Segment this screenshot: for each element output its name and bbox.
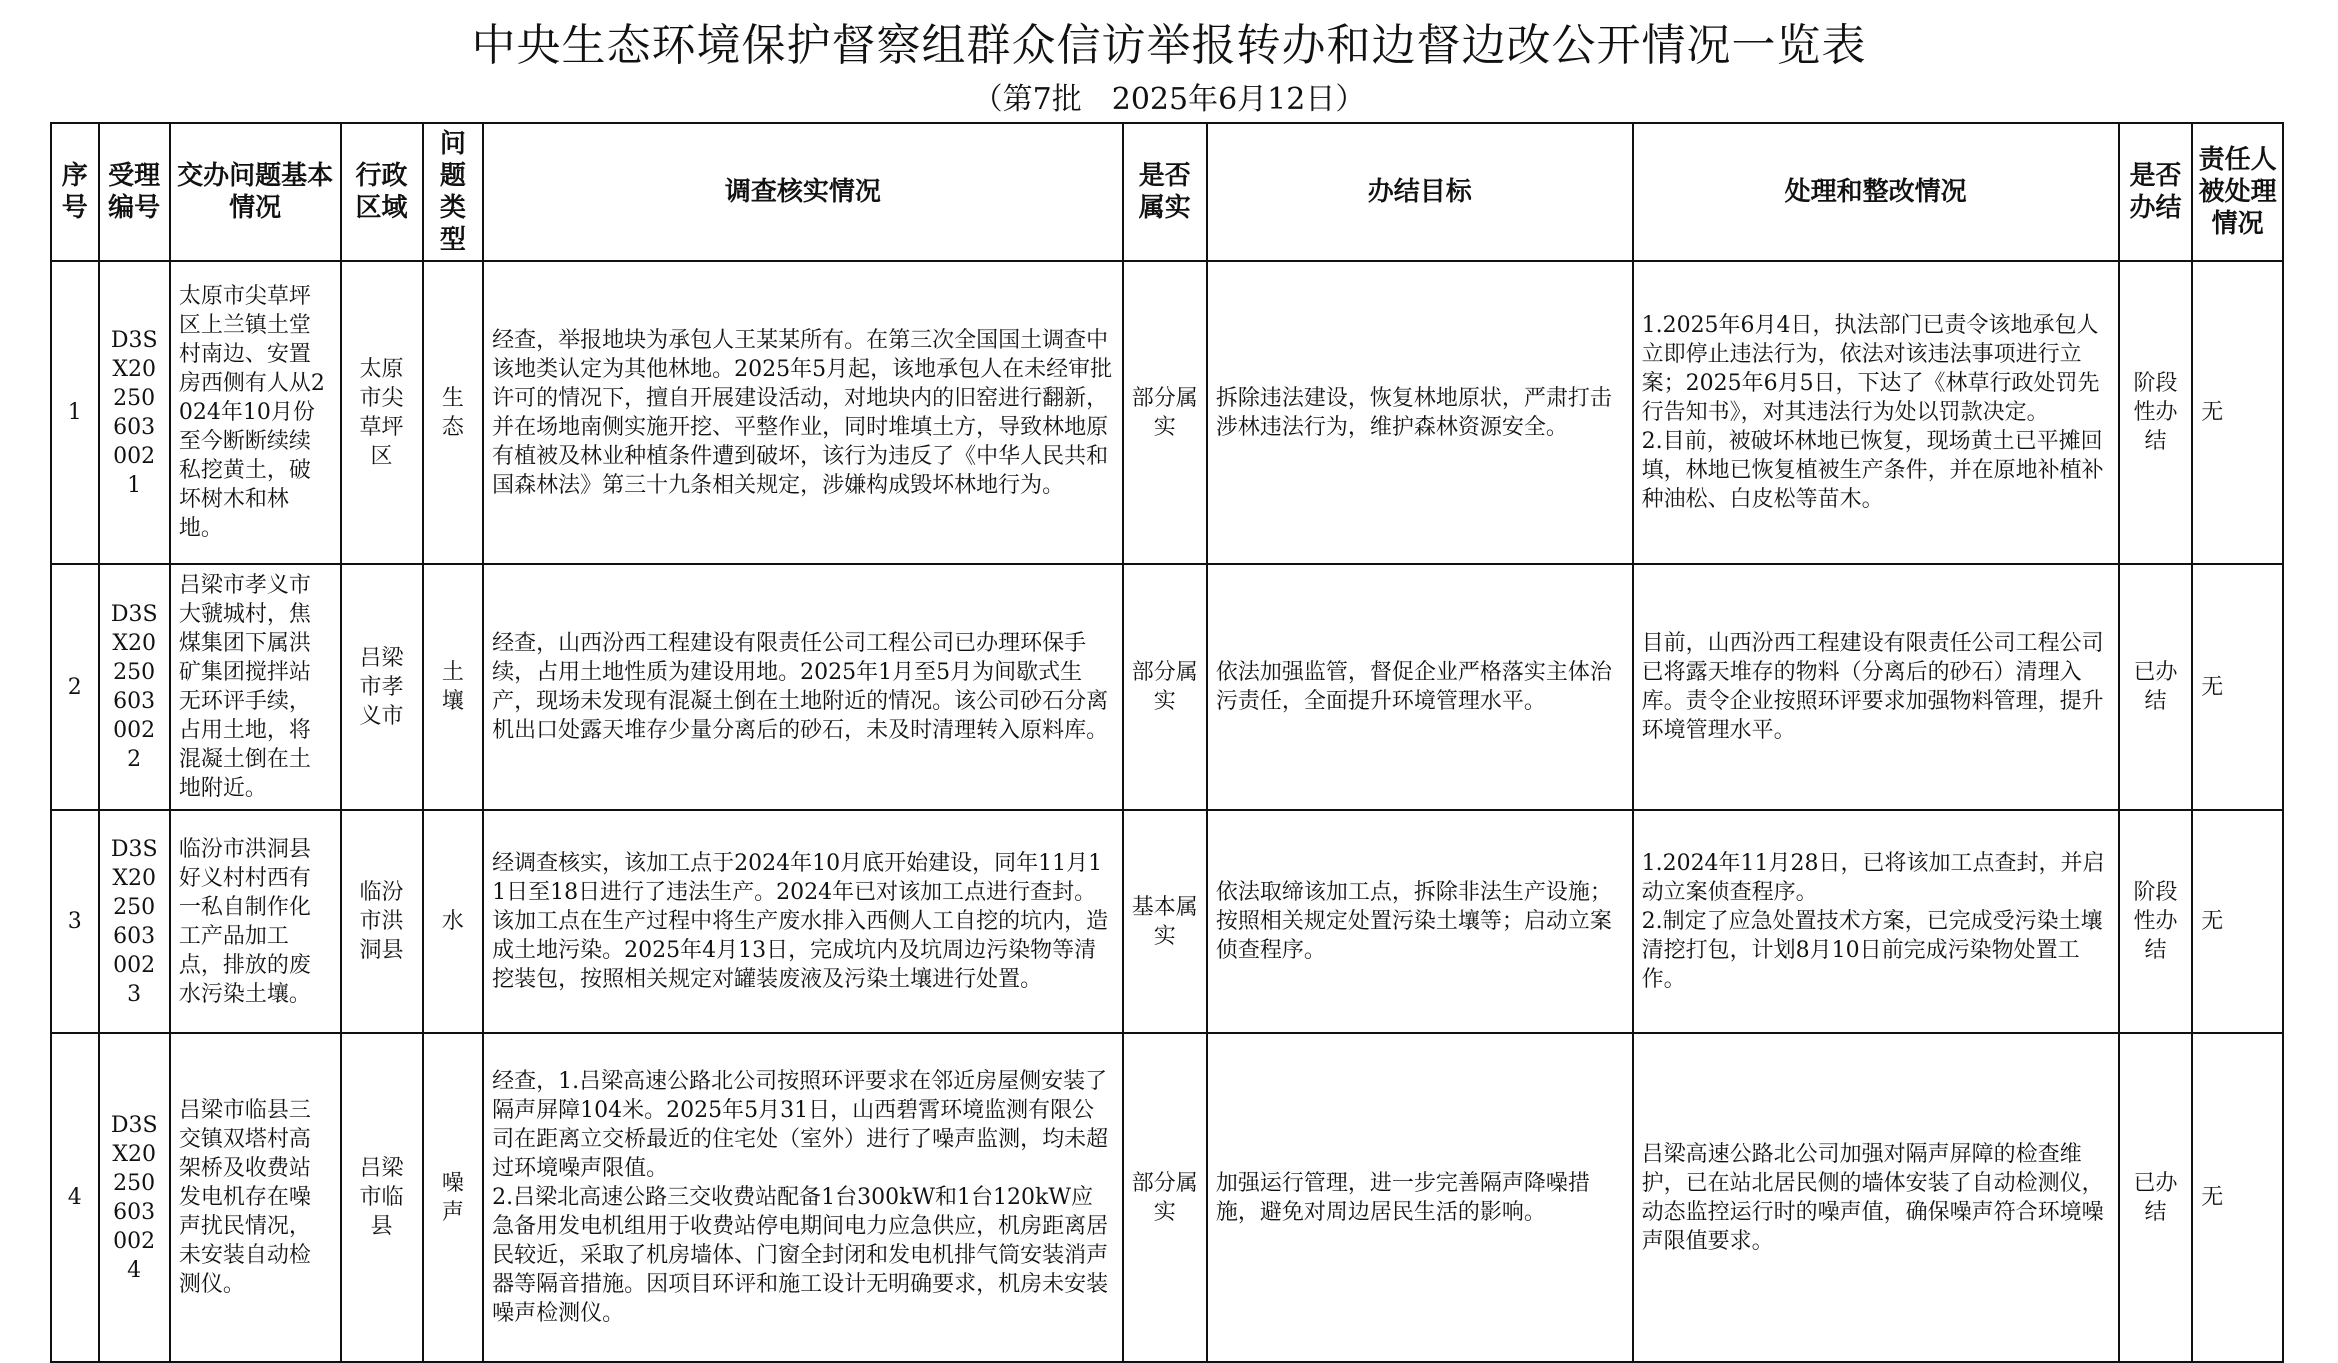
cell-valid: 基本属实 <box>1123 810 1207 1033</box>
header-handling: 处理和整改情况 <box>1633 123 2119 261</box>
handling-item: 目前，山西汾西工程建设有限责任公司工程公司已将露天堆存的物料（分离后的砂石）清理入库。责令企业按照环评要求加强物料管理，提升环境管理水平。 <box>1641 631 2104 743</box>
cell-type: 土壤 <box>423 564 483 810</box>
cell-handling <box>1633 1033 2119 1362</box>
table-row <box>51 810 2283 1033</box>
header-code: 受理编号 <box>99 123 170 261</box>
header-type: 问题类型 <box>423 123 483 261</box>
cell-done: 已办结 <box>2119 1033 2192 1362</box>
cell-investigation: 经查，山西汾西工程建设有限责任公司工程公司已办理环保手续，占用土地性质为建设用地。2025年1月至5月为间歇式生产，现场未发现有混凝土倒在土地附近的情况。该公司砂石分离机出口处露天堆存少量分离后的砂石，未及时清理转入原料库。 <box>483 564 1123 810</box>
cell-problem: 吕梁市孝义市大虢城村，焦煤集团下属洪矿集团搅拌站无环评手续，占用土地，将混凝土倒在土地附近。 <box>170 564 341 810</box>
cell-seq: 2 <box>51 564 99 810</box>
cell-done: 阶段性办结 <box>2119 261 2192 564</box>
cell-investigation: 经查，举报地块为承包人王某某所有。在第三次全国国土调查中该地类认定为其他林地。2025年5月起，该地承包人在未经审批许可的情况下，擅自开展建设活动，对地块内的旧窑进行翻新，并在场地南侧实施开挖、平整作业，同时堆填土方，导致林地原有植被及林业种植条件遭到破坏，该行为违反了《中华人民共和国森林法》第三十九条相关规定，涉嫌构成毁坏林地行为。 <box>483 261 1123 564</box>
header-problem: 交办问题基本情况 <box>170 123 341 261</box>
cell-code: D3SX202506030021 <box>99 261 170 564</box>
cell-code: D3SX202506030022 <box>99 564 170 810</box>
cell-punish: 无 <box>2192 1033 2283 1362</box>
header-done: 是否办结 <box>2119 123 2192 261</box>
cell-problem: 太原市尖草坪区上兰镇土堂村南边、安置房西侧有人从2024年10月份至今断断续续私挖黄土，破坏树木和林地。 <box>170 261 341 564</box>
cell-type: 生态 <box>423 261 483 564</box>
investigation-item: 经查，1.吕梁高速公路北公司按照环评要求在邻近房屋侧安装了隔声屏障104米。2025年5月31日，山西碧霄环境监测有限公司在距离立交桥最近的住宅处（室外）进行了噪声监测，均未超过环境噪声限值。 <box>492 1069 1109 1181</box>
cell-valid: 部分属实 <box>1123 261 1207 564</box>
cell-valid: 部分属实 <box>1123 1033 1207 1362</box>
cell-code: D3SX202506030023 <box>99 810 170 1033</box>
handling-item: 1.2025年6月4日，执法部门已责令该地承包人立即停止违法行为，依法对该违法事项进行立案；2025年6月5日，下达了《林草行政处罚先行告知书》，对其违法行为处以罚款决定。 <box>1641 313 2100 425</box>
cell-goal: 依法加强监管，督促企业严格落实主体治污责任，全面提升环境管理水平。 <box>1207 564 1633 810</box>
cell-handling <box>1633 261 2119 564</box>
cell-goal: 依法取缔该加工点，拆除非法生产设施；按照相关规定处置污染土壤等；启动立案侦查程序。 <box>1207 810 1633 1033</box>
handling-item: 1.2024年11月28日，已将该加工点查封，并启动立案侦查程序。 <box>1641 851 2105 905</box>
cell-code: D3SX202506030024 <box>99 1033 170 1362</box>
cell-punish: 无 <box>2192 564 2283 810</box>
cell-region: 吕梁市临县 <box>341 1033 423 1362</box>
cell-problem: 吕梁市临县三交镇双塔村高架桥及收费站发电机存在噪声扰民情况，未安装自动检测仪。 <box>170 1033 341 1362</box>
cell-type: 噪声 <box>423 1033 483 1362</box>
cell-type: 水 <box>423 810 483 1033</box>
cell-punish: 无 <box>2192 810 2283 1033</box>
header-punish: 责任人被处理情况 <box>2192 123 2283 261</box>
cell-region: 吕梁市孝义市 <box>341 564 423 810</box>
cell-done: 已办结 <box>2119 564 2192 810</box>
cell-investigation <box>483 1033 1123 1362</box>
cell-seq: 4 <box>51 1033 99 1362</box>
handling-item: 吕梁高速公路北公司加强对隔声屏障的检查维护，已在站北居民侧的墙体安装了自动检测仪，动态监控运行时的噪声值，确保噪声符合环境噪声限值要求。 <box>1641 1141 2104 1254</box>
document-subtitle: （第7批 2025年6月12日） <box>972 82 1366 117</box>
cell-region: 太原市尖草坪区 <box>341 261 423 564</box>
handling-item: 2.目前，被破坏林地已恢复，现场黄土已平摊回填，林地已恢复植被生产条件，并在原地补植补种油松、白皮松等苗木。 <box>1641 429 2104 512</box>
document-title: 中央生态环境保护督察组群众信访举报转办和边督边改公开情况一览表 <box>471 20 1867 71</box>
table-row <box>51 564 2283 810</box>
cell-problem: 临汾市洪洞县好义村村西有一私自制作化工产品加工点，排放的废水污染土壤。 <box>170 810 341 1033</box>
cell-handling <box>1633 810 2119 1033</box>
cell-handling <box>1633 564 2119 810</box>
cell-seq: 1 <box>51 261 99 564</box>
header-seq: 序号 <box>51 123 99 261</box>
investigation-item: 2.吕梁北高速公路三交收费站配备1台300kW和1台120kW应急备用发电机组用于收费站停电期间电力应急供应，机房距离居民较近，采取了机房墙体、门窗全封闭和发电机排气筒安装消声器等隔音措施。因项目环评和施工设计无明确要求，机房未安装噪声检测仪。 <box>492 1185 1109 1326</box>
report-table <box>50 122 2284 1363</box>
cell-goal: 拆除违法建设，恢复林地原状，严肃打击涉林违法行为，维护森林资源安全。 <box>1207 261 1633 564</box>
cell-investigation: 经调查核实，该加工点于2024年10月底开始建设，同年11月11日至18日进行了违法生产。2024年已对该加工点进行查封。该加工点在生产过程中将生产废水排入西侧人工自挖的坑内，造成土地污染。2025年4月13日，完成坑内及坑周边污染物等清挖装包，按照相关规定对罐装废液及污染土壤进行处置。 <box>483 810 1123 1033</box>
cell-valid: 部分属实 <box>1123 564 1207 810</box>
table-row <box>51 1033 2283 1362</box>
table-row <box>51 261 2283 564</box>
header-investigation: 调查核实情况 <box>483 123 1123 261</box>
cell-region: 临汾市洪洞县 <box>341 810 423 1033</box>
header-region: 行政区域 <box>341 123 423 261</box>
cell-seq: 3 <box>51 810 99 1033</box>
cell-goal: 加强运行管理，进一步完善隔声降噪措施，避免对周边居民生活的影响。 <box>1207 1033 1633 1362</box>
cell-punish: 无 <box>2192 261 2283 564</box>
header-valid: 是否属实 <box>1123 123 1207 261</box>
cell-done: 阶段性办结 <box>2119 810 2192 1033</box>
table-header-row <box>51 123 2283 261</box>
header-goal: 办结目标 <box>1207 123 1633 261</box>
handling-item: 2.制定了应急处置技术方案，已完成受污染土壤清挖打包，计划8月10日前完成污染物处置工作。 <box>1641 909 2103 992</box>
